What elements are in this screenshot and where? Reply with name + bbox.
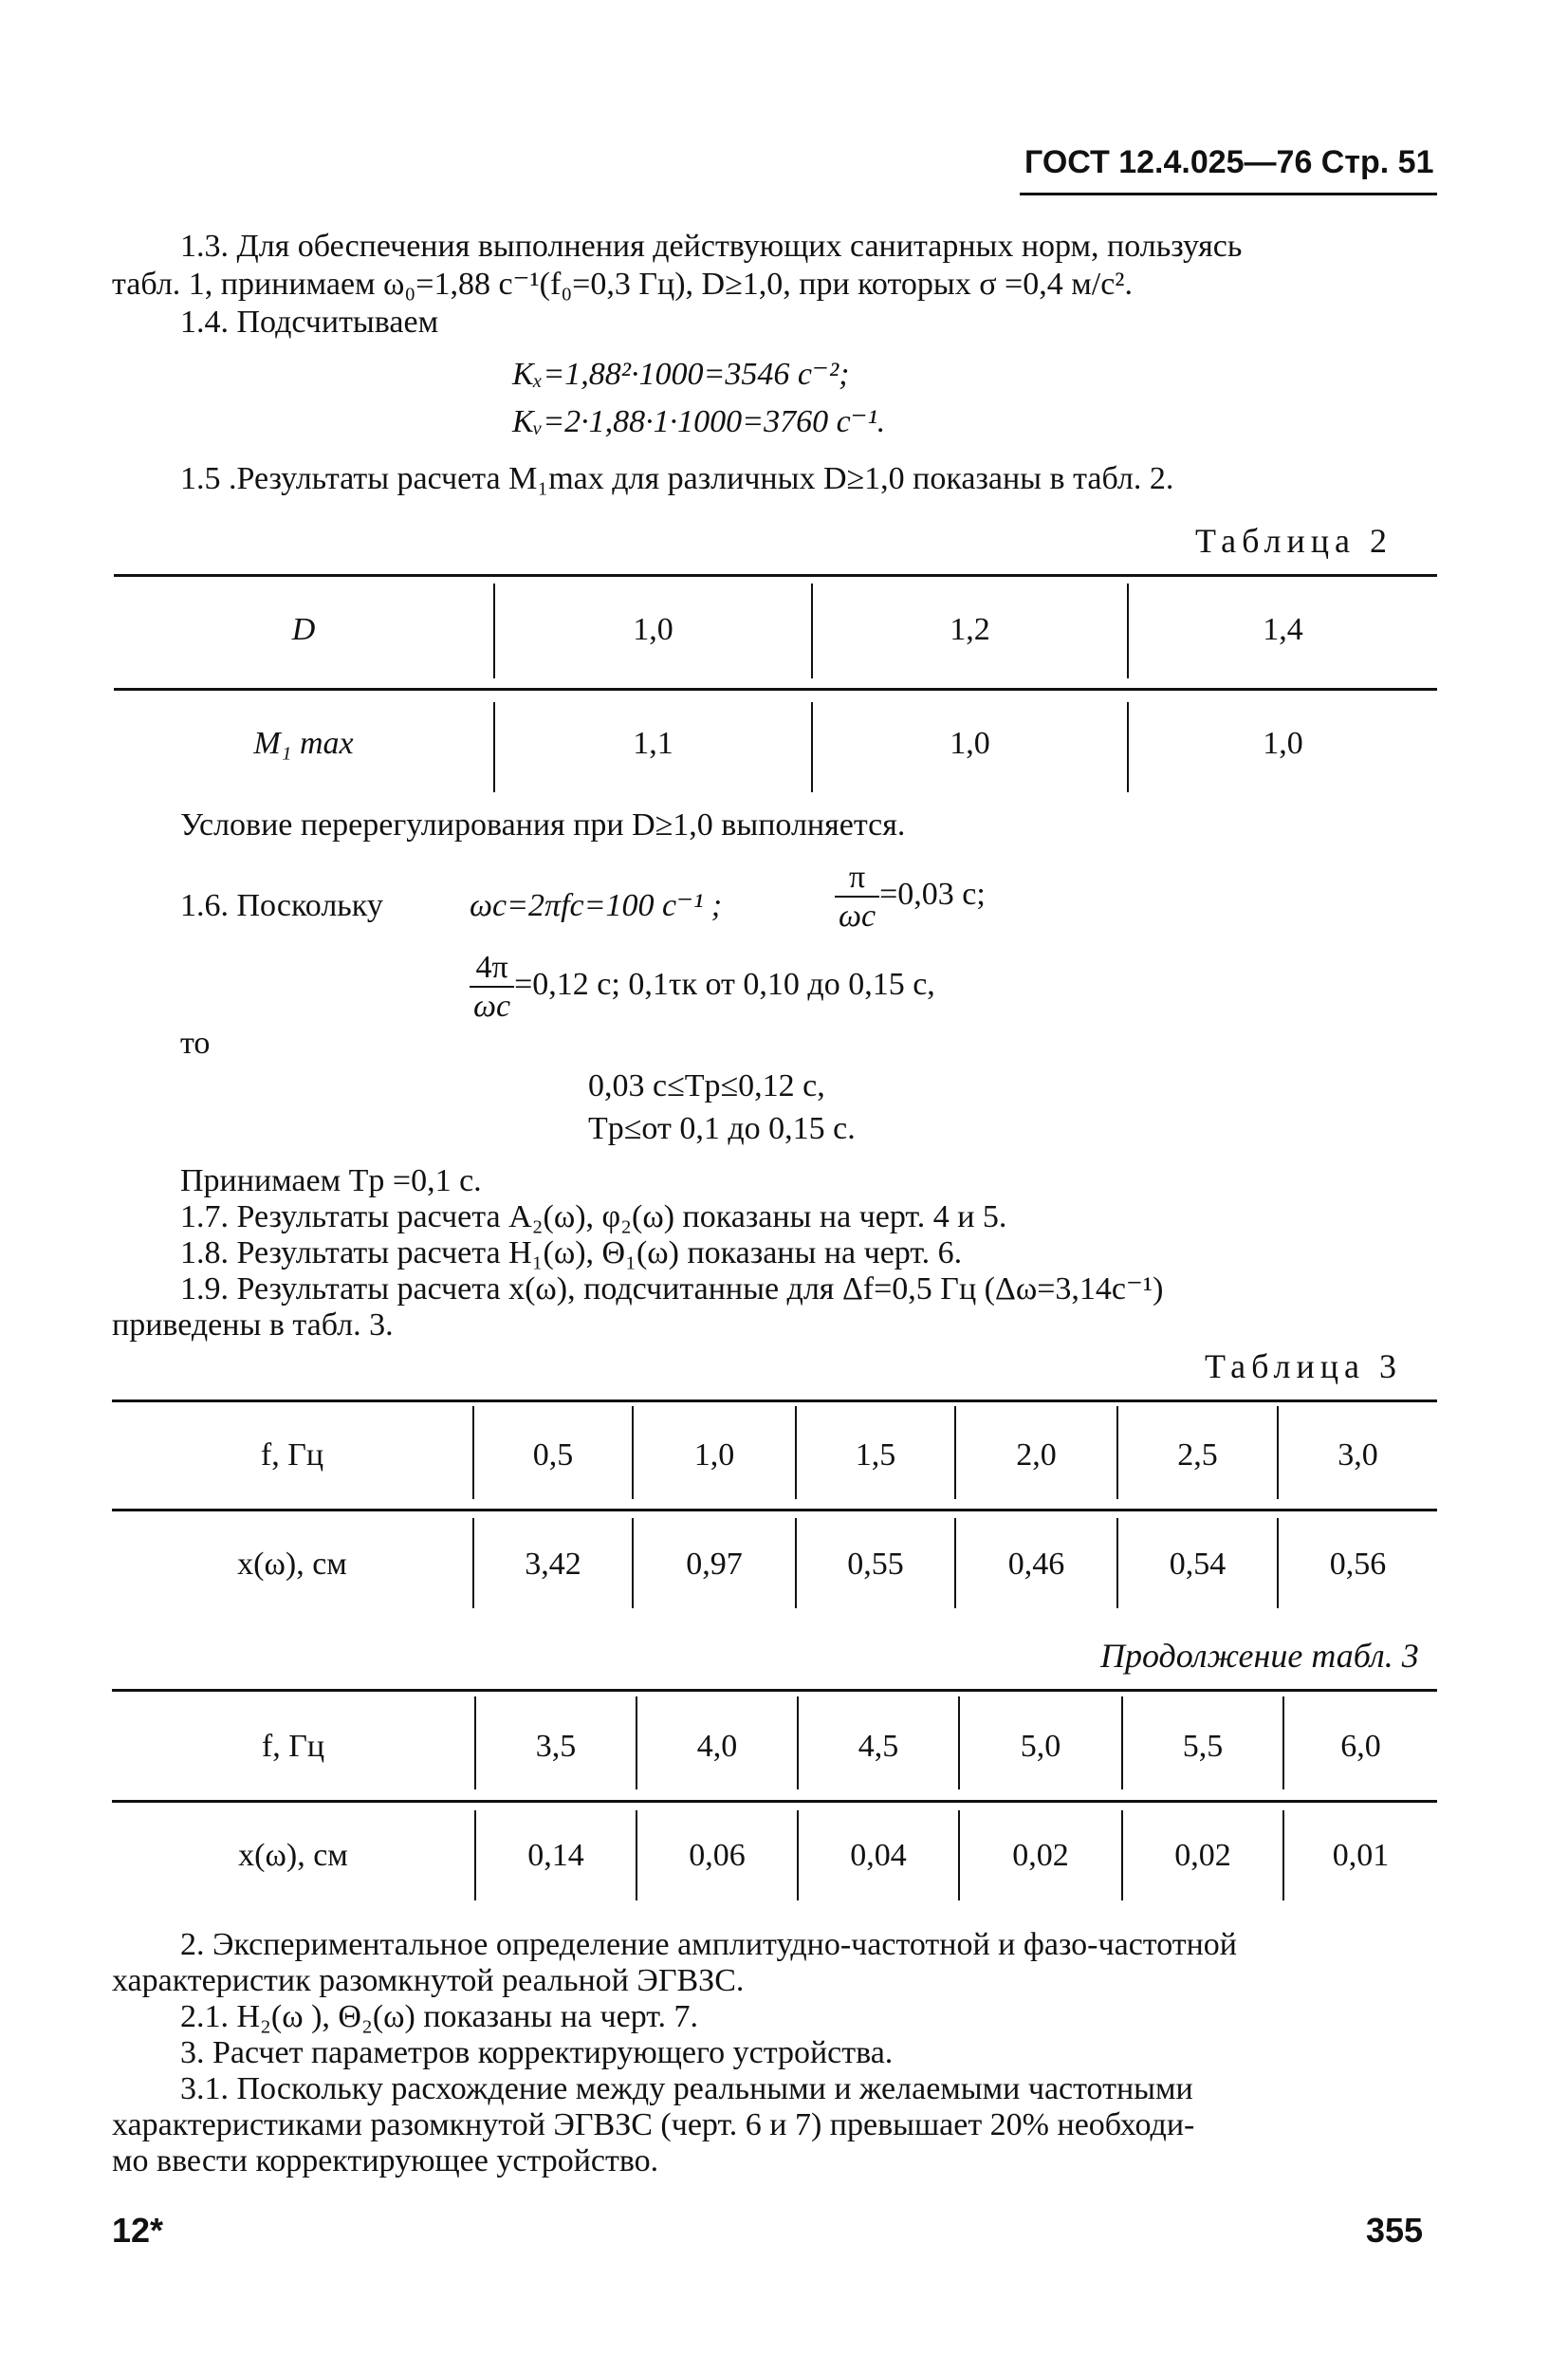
table3b-row2-label: x(ω), см: [238, 1838, 348, 1873]
table2-cell: 1,0: [1263, 726, 1303, 761]
paragraph-1-9-line1: 1.9. Результаты расчета x(ω), подсчитанные для Δf=0,5 Гц (Δω=3,14с⁻¹): [180, 1271, 1164, 1307]
table3-cell: 0,5: [532, 1437, 574, 1473]
table3b-cell: 0,02: [1174, 1838, 1231, 1873]
table2-cell: 1,4: [1263, 612, 1303, 647]
paragraph-1-3-line1: 1.3. Для обеспечения выполнения действующих санитарных норм, пользуясь: [180, 229, 1243, 264]
table3b-top-rule: [112, 1689, 1437, 1692]
table2-cell: 1,0: [633, 612, 673, 647]
table3-cell: 0,97: [686, 1547, 743, 1582]
paragraph-3-1-line2: характеристиками разомкнутой ЭГВЗС (черт. 6 и 7) превышает 20% необходи-: [112, 2107, 1195, 2142]
table3-cell: 2,0: [1016, 1437, 1057, 1473]
table3-cell: 2,5: [1177, 1437, 1218, 1473]
paragraph-1-9-line2: приведены в табл. 3.: [112, 1307, 394, 1343]
table3b-mid-rule: [112, 1800, 1437, 1803]
paragraph-1-3-line2: табл. 1, принимаем ω₀=1,88 с⁻¹(f₀=0,3 Гц), D≥1,0, при которых σ =0,4 м/с².: [112, 267, 1133, 302]
table3b-cell: 0,14: [527, 1838, 584, 1873]
table3b-cell: 4,0: [696, 1729, 738, 1764]
paragraph-1-5: 1.5 .Результаты расчета M₁max для различных D≥1,0 показаны в табл. 2.: [180, 461, 1174, 496]
table3-cell: 0,46: [1007, 1547, 1065, 1582]
paragraph-3: 3. Расчет параметров корректирующего устройства.: [180, 2035, 894, 2070]
paragraph-1-4: 1.4. Подсчитываем: [180, 305, 439, 340]
formula-pi-over-omega: [835, 859, 986, 935]
table3b-cell: 6,0: [1340, 1729, 1381, 1764]
formula-4pi-over-omega: [470, 949, 935, 1025]
table2-row2-label: M₁ max: [253, 726, 354, 761]
paragraph-2-line2: характеристик разомкнутой реальной ЭГВЗС.: [112, 1963, 745, 1998]
table3-cell: 0,56: [1329, 1547, 1387, 1582]
table2-caption: Таблица 2: [1195, 522, 1393, 560]
table2-top-rule: [114, 574, 1437, 577]
paragraph-3-1-line3: мо ввести корректирующее устройство.: [112, 2143, 659, 2178]
table3b-caption: Продолжение табл. 3: [1100, 1637, 1419, 1675]
page-header: ГОСТ 12.4.025—76 Стр. 51: [1024, 144, 1434, 180]
table3-cell: 3,42: [525, 1547, 581, 1582]
paragraph-1-8: 1.8. Результаты расчета H₁(ω), Θ₁(ω) показаны на черт. 6.: [180, 1235, 963, 1270]
table2-cell: 1,0: [950, 726, 990, 761]
formula-kv: Kᵥ=2·1,88·1·1000=3760 с⁻¹.: [512, 404, 886, 439]
formula-omega-c: ωc=2πfc=100 с⁻¹ ;: [470, 888, 723, 923]
table3b-cell: 5,5: [1182, 1729, 1224, 1764]
table3b-cell: 5,0: [1020, 1729, 1061, 1764]
accept-text: Принимаем Tp =0,1 с.: [180, 1163, 482, 1198]
table3-cell: 1,0: [693, 1437, 735, 1473]
inequality-1: 0,03 с≤Tp≤0,12 с,: [588, 1068, 825, 1103]
paragraph-1-6-label: 1.6. Поскольку: [180, 888, 383, 923]
paragraph-2-1: 2.1. H₂(ω ), Θ₂(ω) показаны на черт. 7.: [180, 1999, 699, 2034]
table3b-cell: 0,06: [689, 1838, 746, 1873]
table3b-cell: 3,5: [535, 1729, 577, 1764]
paragraph-2-line1: 2. Экспериментальное определение амплитудно-частотной и фазо-частотной: [180, 1927, 1237, 1962]
fraction-numerator: 4π: [470, 949, 514, 988]
table3b-cell: 0,01: [1332, 1838, 1390, 1873]
table3-cell: 3,0: [1337, 1437, 1378, 1473]
inequality-2: Tp≤от 0,1 до 0,15 с.: [588, 1111, 856, 1146]
table2-row1-label: D: [291, 612, 316, 647]
table3b-cell: 0,02: [1012, 1838, 1069, 1873]
page-number: 355: [1366, 2211, 1424, 2250]
table2-cell: 1,2: [950, 612, 990, 647]
table3-cell: 0,54: [1169, 1547, 1227, 1582]
table3-caption: Таблица 3: [1205, 1347, 1402, 1385]
fraction-result: =0,03 с;: [879, 876, 986, 912]
table3-cell: 0,55: [847, 1547, 904, 1582]
table2-cell: 1,1: [633, 726, 673, 761]
condition-text: Условие перерегулирования при D≥1,0 выполняется.: [180, 807, 906, 843]
table3-mid-rule: [112, 1509, 1437, 1511]
table3-row2-label: x(ω), см: [237, 1547, 347, 1582]
table3-row1-label: f, Гц: [260, 1437, 324, 1473]
table3-top-rule: [112, 1399, 1437, 1402]
fraction-numerator: π: [835, 859, 879, 898]
fraction-denominator: ωc: [473, 989, 511, 1025]
header-rule: [1020, 193, 1437, 195]
fraction-result: =0,12 с; 0,1τк от 0,10 до 0,15 с,: [514, 966, 935, 1002]
fraction-denominator: ωc: [839, 899, 876, 935]
table3b-row1-label: f, Гц: [261, 1729, 325, 1764]
paragraph-3-1-line1: 3.1. Поскольку расхождение между реальными и желаемыми частотными: [180, 2071, 1193, 2106]
table3-cell: 1,5: [855, 1437, 896, 1473]
to-word: то: [180, 1026, 211, 1061]
paragraph-1-7: 1.7. Результаты расчета A₂(ω), φ₂(ω) показаны на черт. 4 и 5.: [180, 1199, 1007, 1234]
table2-mid-rule: [114, 688, 1437, 691]
formula-kx: Kₓ=1,88²·1000=3546 с⁻²;: [512, 357, 850, 392]
table3b-cell: 0,04: [850, 1838, 907, 1873]
footer-signature: 12*: [112, 2211, 164, 2250]
table3b-cell: 4,5: [858, 1729, 899, 1764]
